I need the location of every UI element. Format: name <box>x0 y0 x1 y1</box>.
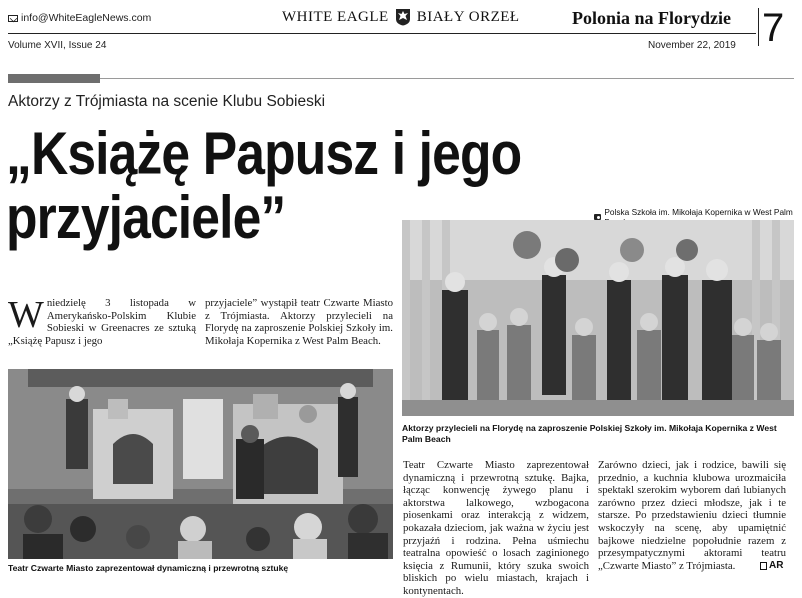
byline-text: AR <box>769 560 784 571</box>
photo-credit-text: Polska Szkoła im. Mikołaja Kopernika w West Palm <box>604 207 793 217</box>
header-email[interactable] <box>8 12 151 24</box>
photo-stage-performance <box>8 369 393 559</box>
photo-group-actors-children <box>402 220 794 416</box>
body-column-4: Zarówno dzieci, jak i rodzice, bawili się przednio, a kuchnia klubowa urozmaiciła spektakl szerokim wyborem dań lubianych zarówno przez dzieci młodsze, jak i te starsze. Po przedstawieniu dzieci tłumnie wskoczyły na scenę, aby upamiętnić bajkowe niedzielne popołudnie razem z przesympatycznymi aktorami teatru „Czwarte Miasto” z Trójmiasta. <box>598 459 786 572</box>
intro-column-2: przyjaciele” wystąpił teatr Czwarte Miasto z Trójmiasta. Aktorzy przylecieli na Florydę na zaproszenie Polskiej Szkoły im. Mikołaja Kopernika z West Palm Beach. <box>205 297 393 347</box>
intro-text-1: niedzielę 3 listopada w Amerykańsko-Polskim Klubie Sobieski w Greenacres ze sztuką „Książę Papusz i jego <box>8 297 196 347</box>
intro-column-1 <box>8 294 196 347</box>
section-tag-bar <box>8 74 100 83</box>
body-column-3: Teatr Czwarte Miasto zaprezentował dynamiczną i przewrotną sztukę. Bajka, łącząc konwencję żywego planu i aktorstwa lalkowego, wzbogacona piosenkami oraz interakcją z widzem, pokazała dzieciom, jak ważna w życiu jest przyjaźń i rodzina. Pełna uśmiechu teatralna opowieść o losach zaginionego księcia z Rumunii, który szuka swoich bliskich po wielu miastach, krajach i kontynentach. <box>403 459 589 597</box>
caption-stage-photo: Teatr Czwarte Miasto zaprezentował dynamiczną i przewrotną sztukę <box>8 563 289 573</box>
author-byline <box>760 560 783 571</box>
article-headline: „Książę Papusz i jego przyjaciele” <box>6 120 522 251</box>
envelope-icon <box>8 15 18 22</box>
group-photo-graphic <box>402 220 794 416</box>
email-text: info@WhiteEagleNews.com <box>21 12 152 24</box>
brand-right: BIAŁY ORZEŁ <box>416 8 520 25</box>
page-number: 7 <box>762 6 785 50</box>
masthead-brand <box>282 8 520 26</box>
section-tag-rule <box>100 78 794 79</box>
end-mark-icon <box>760 562 767 570</box>
section-title: Polonia na Florydzie <box>572 8 731 28</box>
caption-group-photo: Aktorzy przylecieli na Florydę na zaproszenie Polskiej Szkoły im. Mikołaja Kopernika z West Palm Beach <box>402 423 777 444</box>
brand-left: WHITE EAGLE <box>282 8 389 25</box>
header-vertical-rule <box>758 8 759 46</box>
stage-photo-graphic <box>8 369 393 559</box>
article-subhead: Aktorzy z Trójmiasta na scenie Klubu Sobieski <box>8 93 326 110</box>
issue-date: November 22, 2019 <box>648 40 736 51</box>
drop-cap: W <box>8 294 44 336</box>
issue-info: Volume XVII, Issue 24 <box>8 40 107 51</box>
header-rule <box>8 33 756 34</box>
eagle-crest-icon <box>395 8 411 26</box>
